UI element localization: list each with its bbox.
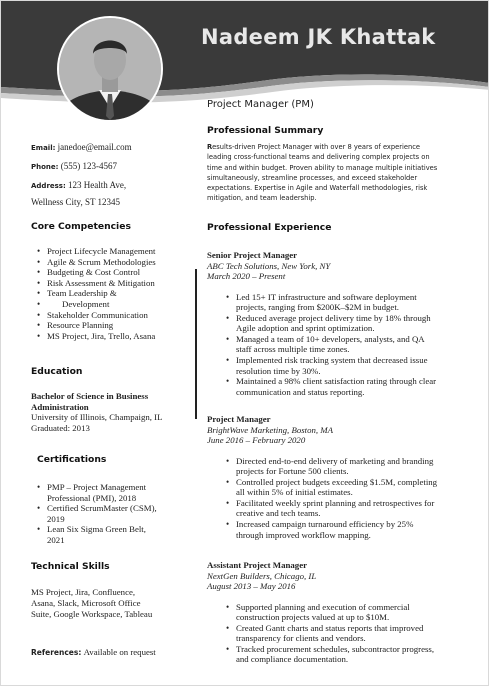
summary-text: Results-driven Project Manager with over 8 years of experience leading cross-functional teams and delivering complex projects on time and within budget. Proven ability to manage multiple initiatives simultaneously, streamline processes, and exceed stakeholder expectations. Expertise in Agile and Waterfall methodologies, risk mitigation, and team leadership. [207,143,438,203]
competencies-list [33,246,207,341]
school: University of Illinois, Champaign, IL [31,412,163,422]
list-item: • PMP – Project Management Professional (PMI), 2018 [47,482,207,503]
list-item: • Increased campaign turnaround efficiency by 25% through improved workflow mapping. [236,519,469,540]
degree-line1: Bachelor of Science in Business [31,391,149,401]
list-item: • Reduced average project delivery time by 18% through Agile adoption and sprint optimization. [236,313,469,334]
list-item: • Facilitated weekly sprint planning and retrospectives for creative and tech teams. [236,498,469,519]
certifications-list [33,482,207,546]
references-value: Available on request [83,647,156,657]
list-item: • Tracked procurement schedules, subcontractor progress, and compliance documentation. [236,644,469,665]
list-item-continuation: • Development [47,299,207,310]
job-bullets [207,292,469,398]
list-item: • Resource Planning [47,320,207,331]
list-item: • Team Leadership & [47,288,207,299]
list-item: • Certified ScrumMaster (CSM), 2019 [47,503,207,524]
list-item: • Project Lifecycle Management [47,246,207,257]
phone-label: Phone: [31,163,59,171]
job-bullets [207,456,469,541]
email-label: Email: [31,144,56,152]
education-heading: Education [31,366,83,377]
job-bullets [207,602,469,666]
list-item: • Risk Assessment & Mitigation [47,278,207,289]
summary-heading: Professional Summary [207,125,324,136]
list-item: • Supported planning and execution of commercial construction projects valued at up to $10M. [236,602,469,623]
certifications-heading: Certifications [37,454,107,465]
job-entry: Assistant Project Manager NextGen Builders, Chicago, IL August 2013 – May 2016 • Supported planning and execution of commercial construction projects valued at up to $10M. • Created Gantt charts and status reports that improved transparency for clients and vendors. • Tracked procurement schedules, subcontractor progress, and compliance documentation. [207,560,469,665]
references-label: References: [31,648,82,657]
education-section [31,391,196,433]
job-title: Project Manager (PM) [207,99,314,110]
list-item: • Controlled project budgets exceeding $1.5M, completing all within 5% of initial estimates. [236,477,469,498]
phone-value: (555) 123-4567 [60,161,117,171]
list-item: • Agile & Scrum Methodologies [47,257,207,268]
candidate-name: Nadeem JK Khattak [201,25,436,49]
list-item: • Directed end-to-end delivery of marketing and branding projects for Fortune 500 clients. [236,456,469,477]
list-item: • Maintained a 98% client satisfaction rating through clear communication and status reporting. [236,376,469,397]
competencies-heading: Core Competencies [31,221,131,232]
list-item: • Led 15+ IT infrastructure and software deployment projects, ranging from $200K–$2M in budget. [236,292,469,313]
references [31,646,156,659]
list-item: • Implemented risk tracking system that decreased issue resolution time by 30%. [236,355,469,376]
skills-text: MS Project, Jira, Confluence, Asana, Slack, Microsoft Office Suite, Google Workspace, Tableau [31,587,153,619]
experience-heading: Professional Experience [207,222,332,233]
column-divider [195,269,197,419]
list-item: • Created Gantt charts and status reports that improved transparency for clients and vendors. [236,623,469,644]
job-entry: Senior Project Manager ABC Tech Solutions, New York, NY March 2020 – Present • Led 15+ IT infrastructure and software deployment projects, ranging from $200K–$2M in budget. • Reduced average project delivery time by 18% through Agile adoption and sprint optimization. • Managed a team of 10+ developers, analysts, and QA staff across multiple time zones. • Implemented risk tracking system that decreased issue resolution time by 30%. • Maintained a 98% client satisfaction rating through clear communication and status reporting. [207,250,469,397]
list-item: • Budgeting & Cost Control [47,267,207,278]
list-item: • Stakeholder Communication [47,310,207,321]
address-line1: 123 Health Ave, [68,180,127,190]
job-entry: Project Manager BrightWave Marketing, Boston, MA June 2016 – February 2020 • Directed end-to-end delivery of marketing and branding projects for Fortune 500 clients. • Controlled project budgets exceeding $1.5M, completing all within 5% of initial estimates. • Facilitated weekly sprint planning and retrospectives for creative and tech teams. • Increased campaign turnaround efficiency by 25% through improved workflow mapping. [207,414,469,540]
degree-line2: Administration [31,401,89,412]
skills-heading: Technical Skills [31,561,110,572]
profile-photo [59,18,161,120]
graduation-year: Graduated: 2013 [31,422,90,433]
address-line2: Wellness City, ST 12345 [31,197,121,207]
address-label: Address: [31,182,66,190]
contact-section [31,141,196,208]
email-value: janedoe@email.com [57,142,132,152]
list-item: • Managed a team of 10+ developers, analysts, and QA staff across multiple time zones. [236,334,469,355]
list-item: • MS Project, Jira, Trello, Asana [47,331,207,342]
list-item: • Lean Six Sigma Green Belt, 2021 [47,524,207,545]
